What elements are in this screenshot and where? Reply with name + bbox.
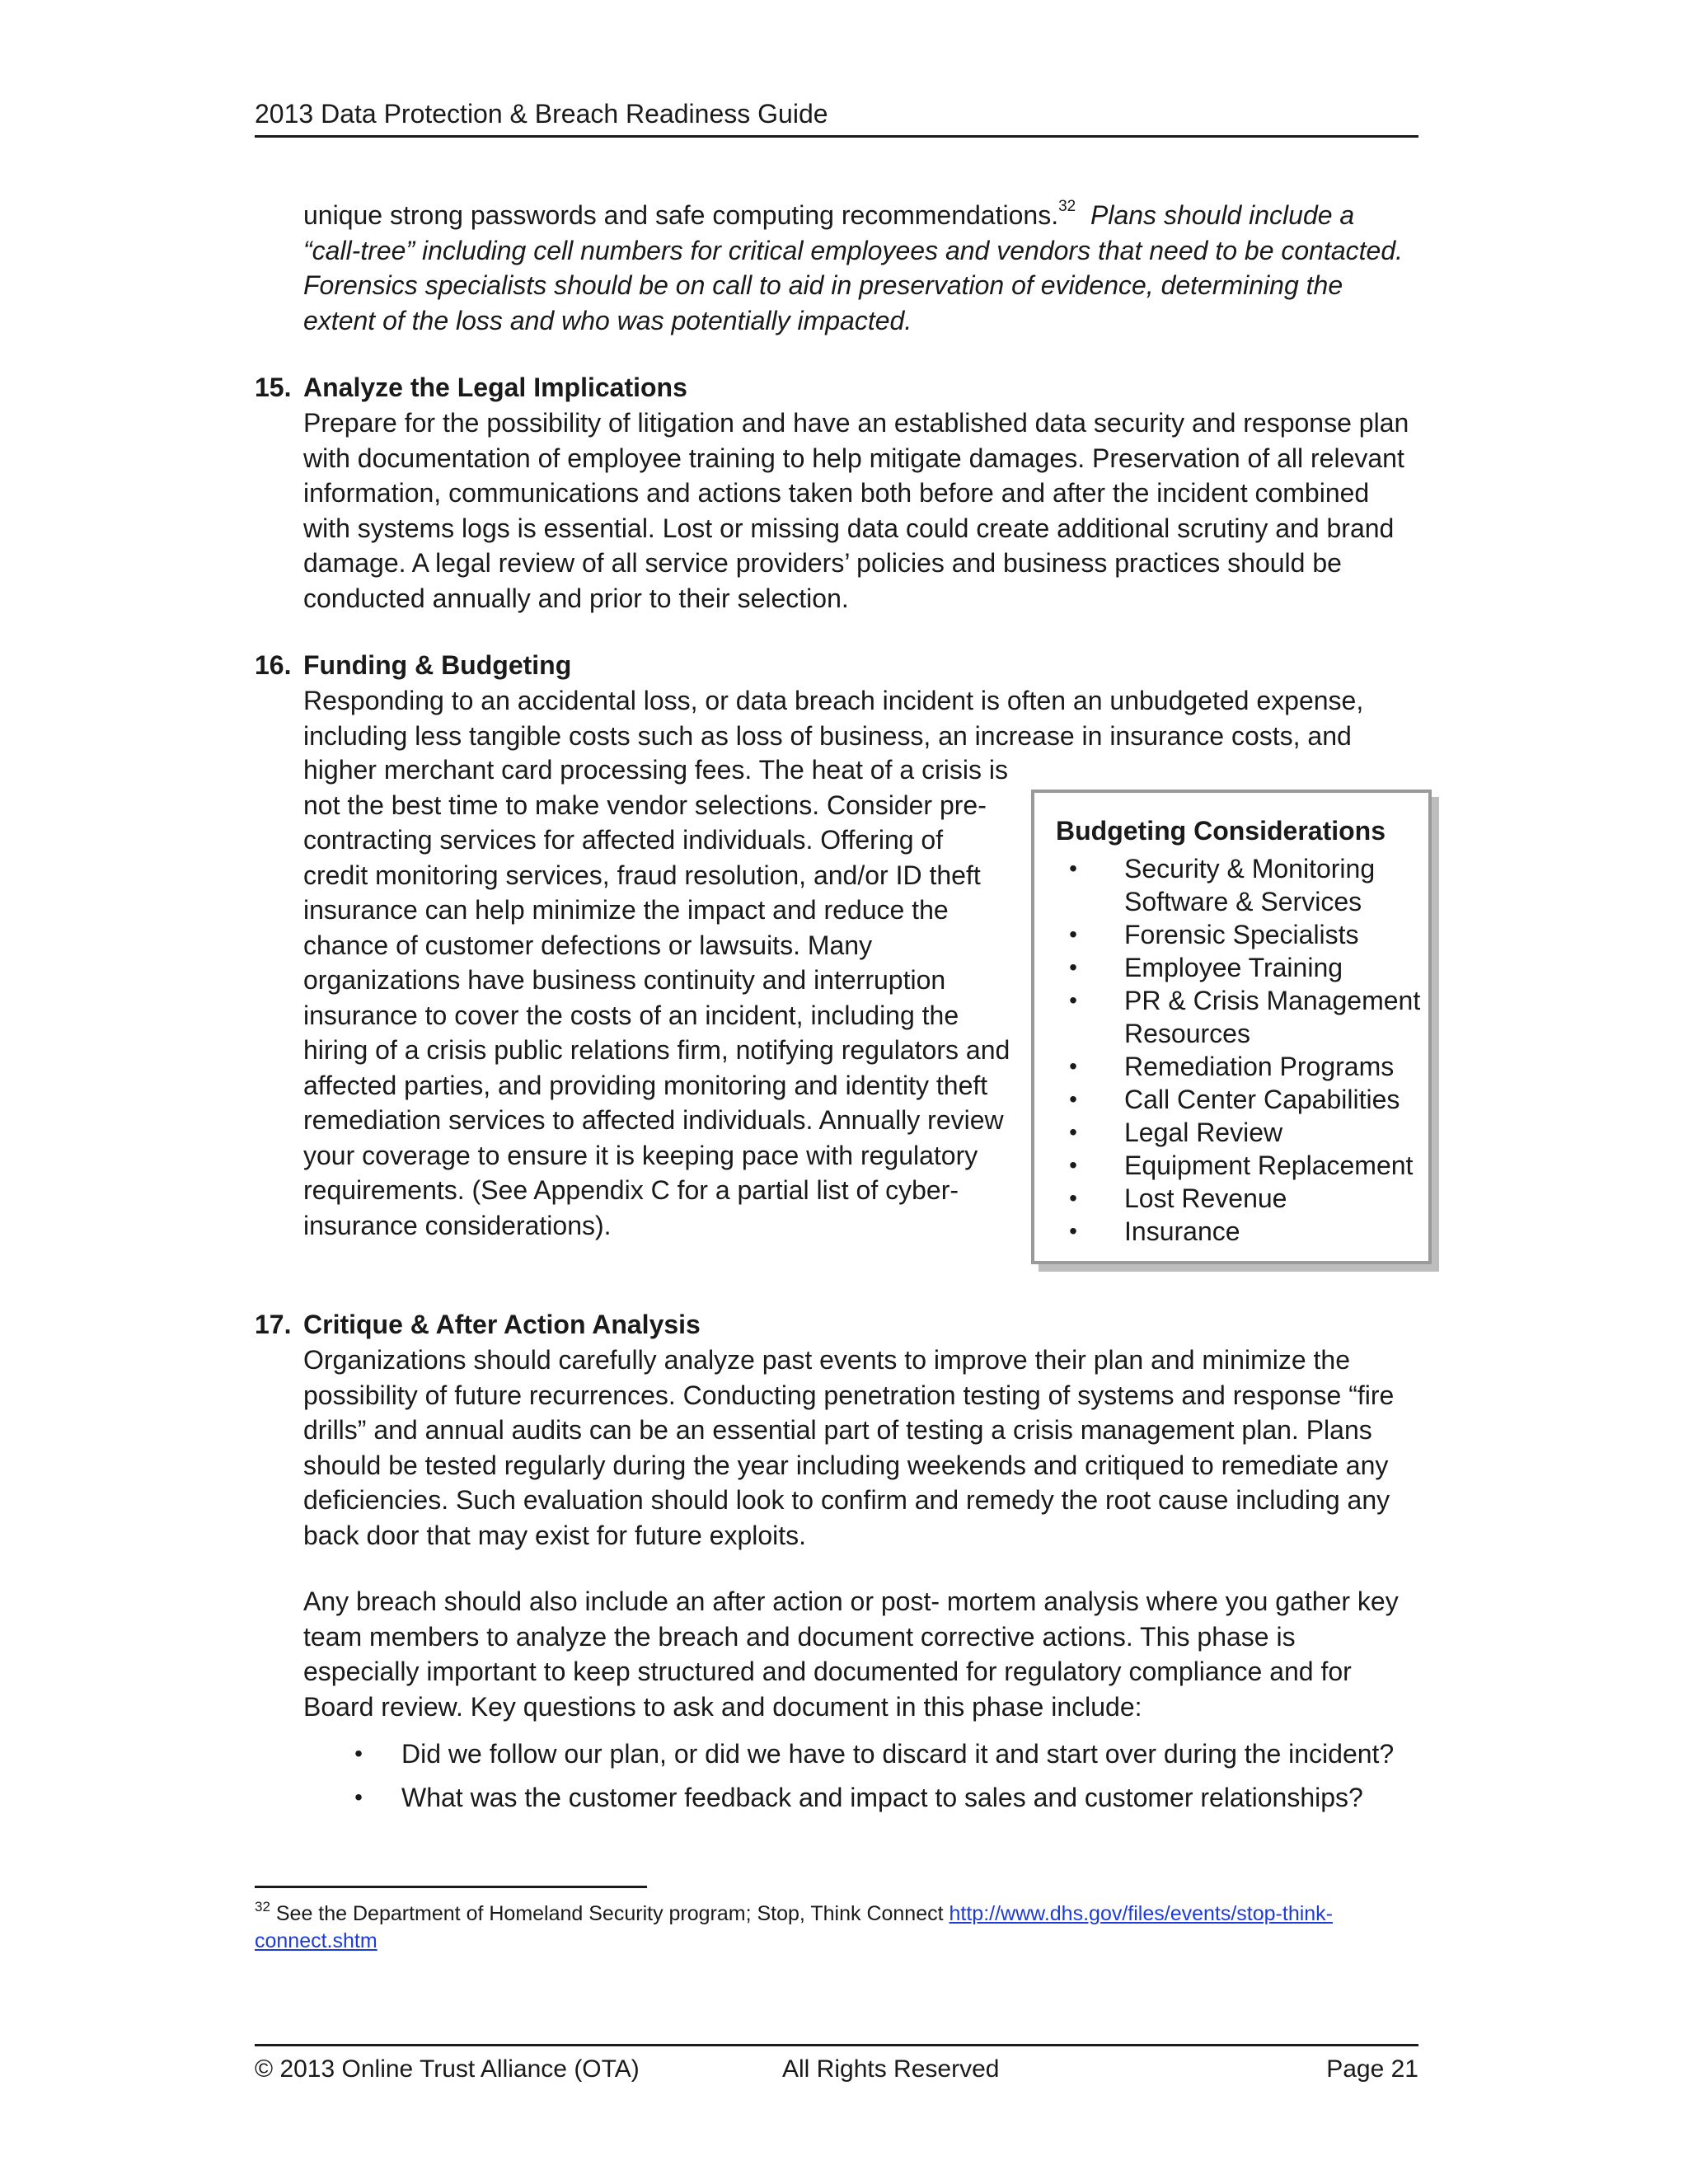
budget-item-label: Security & Monitoring Software & Services xyxy=(1124,854,1376,916)
bullet-icon: • xyxy=(1069,1185,1077,1211)
budget-list-item xyxy=(1056,1215,1427,1248)
budget-item-label: Lost Revenue xyxy=(1124,1183,1287,1213)
footer-page-number: Page 21 xyxy=(1326,2055,1418,2083)
question-text: What was the customer feedback and impact to sales and customer relationships? xyxy=(401,1782,1363,1812)
footnote-ref: 32 xyxy=(1058,198,1076,215)
section-heading-15 xyxy=(255,370,1409,405)
intro-italic-text: Plans should include a “call-tree” including cell numbers for critical employees and vendors that need to be contacted. Forensics specialists should be on call to aid in preservation of evidence, determining the extent of the loss and who was potentially impacted. xyxy=(303,200,1404,335)
bullet-icon: • xyxy=(1069,1086,1077,1112)
bullet-icon: • xyxy=(354,1783,363,1810)
budget-item-label: Forensic Specialists xyxy=(1124,920,1359,949)
footer-rights: All Rights Reserved xyxy=(782,2055,1000,2083)
page-footer xyxy=(255,2044,1418,2083)
section-title: Analyze the Legal Implications xyxy=(303,373,687,402)
section-number: 16. xyxy=(255,650,292,680)
budget-item-label: Remediation Programs xyxy=(1124,1052,1395,1081)
footnote-number: 32 xyxy=(255,1899,270,1915)
budget-list xyxy=(1056,852,1427,1248)
bullet-icon: • xyxy=(1069,921,1077,947)
question-list-item xyxy=(346,1780,1418,1816)
section-17-body: Organizations should carefully analyze past events to improve their plan and minimize the possibility of future recurrences. Conducting penetration testing of systems and response “fire drills” and annual audits can be an essential part of testing a crisis management plan. Plans should be tested regularly during the year including weekends and critiqued to remediate any deficiencies. Such evaluation should look to confirm and remedy the root cause including any back door that may exist for future exploits. xyxy=(303,1345,1395,1550)
footnote-divider xyxy=(255,1886,647,1888)
question-text: Did we follow our plan, or did we have to discard it and start over during the incident? xyxy=(401,1739,1395,1769)
box-title: Budgeting Considerations xyxy=(1056,816,1386,846)
budget-list-item xyxy=(1056,984,1427,1050)
bullet-icon: • xyxy=(1069,1152,1077,1178)
section-heading-16 xyxy=(255,648,1409,682)
bullet-icon: • xyxy=(354,1741,363,1766)
budget-item-label: Legal Review xyxy=(1124,1118,1283,1147)
budget-item-label: Equipment Replacement xyxy=(1124,1151,1414,1180)
section-number: 15. xyxy=(255,373,292,402)
bullet-icon: • xyxy=(1069,954,1077,980)
intro-plain-text: unique strong passwords and safe computing recommendations. xyxy=(303,200,1059,230)
budget-item-label: Insurance xyxy=(1124,1216,1240,1246)
section-15-body: Prepare for the possibility of litigation and have an established data security and response plan with documentation of employee training to help mitigate damages. Preservation of all relevant information, communications and actions taken both before and after the incident combined with systems logs is essential. Lost or missing data could create additional scrutiny and brand damage. A legal review of all service providers’ policies and business practices should be conducted annually and prior to their selection. xyxy=(303,408,1409,613)
budget-list-item xyxy=(1056,1182,1427,1215)
bullet-icon: • xyxy=(1069,1218,1077,1244)
section-17-body-2: Any breach should also include an after action or post- mortem analysis where you gather key team members to analyze the breach and document corrective actions. This phase is especially important to keep structured and documented for regulatory compliance and for Board review. Key questions to ask and document in this phase include: xyxy=(303,1586,1399,1722)
budgeting-considerations-box xyxy=(1031,790,1432,1264)
section-title: Critique & After Action Analysis xyxy=(303,1310,701,1339)
budget-list-item xyxy=(1056,1083,1427,1116)
key-questions-list xyxy=(346,1736,1418,1823)
budget-list-item xyxy=(1056,951,1427,984)
section-title: Funding & Budgeting xyxy=(303,650,572,680)
budget-item-label: Employee Training xyxy=(1124,953,1343,982)
section-number: 17. xyxy=(255,1310,292,1339)
budget-list-item xyxy=(1056,1116,1427,1149)
footnote-text: See the Department of Homeland Security program; Stop, Think Connect xyxy=(275,1902,944,1925)
budget-list-item xyxy=(1056,1050,1427,1083)
budget-list-item xyxy=(1056,918,1427,951)
section-heading-17 xyxy=(255,1307,1409,1342)
section-16-body-wide: Responding to an accidental loss, or data breach incident is often an unbudgeted expense, including less tangible costs such as loss of business, an increase in insurance costs, and xyxy=(303,686,1364,751)
budget-item-label: PR & Crisis Management Resources xyxy=(1124,986,1421,1048)
header-title: 2013 Data Protection & Breach Readiness Guide xyxy=(255,99,828,129)
budget-item-label: Call Center Capabilities xyxy=(1124,1085,1400,1114)
bullet-icon: • xyxy=(1069,987,1077,1013)
bullet-icon: • xyxy=(1069,1119,1077,1145)
footnote xyxy=(255,1900,1418,1955)
section-16-body-narrow: higher merchant card processing fees. The heat of a crisis is not the best time to make vendor selections. Consider pre-contracting services for affected individuals. Offering of credit monitoring services, fraud resolution, and/or ID theft insurance can help minimize the impact and reduce the chance of customer defections or lawsuits. Many organizations have business continuity and interruption insurance to cover the costs of an incident, including the hiring of a crisis public relations firm, notifying regulators and affected parties, and providing monitoring and identity theft remediation services to affected individuals. Annually review your coverage to ensure it is keeping pace with regulatory requirements. (See Appendix C for a partial list of cyber-insurance considerations). xyxy=(303,755,1010,1240)
footer-copyright: © 2013 Online Trust Alliance (OTA) xyxy=(255,2055,640,2083)
intro-paragraph xyxy=(303,198,1416,338)
page-header xyxy=(255,97,1418,138)
footnote-link[interactable]: http://www.dhs.gov/files/events/stop-think-connect.shtm xyxy=(255,1902,1334,1952)
bullet-icon: • xyxy=(1069,855,1077,881)
bullet-icon: • xyxy=(1069,1053,1077,1079)
budget-list-item xyxy=(1056,1149,1427,1182)
budget-list-item xyxy=(1056,852,1427,918)
question-list-item xyxy=(346,1736,1418,1772)
